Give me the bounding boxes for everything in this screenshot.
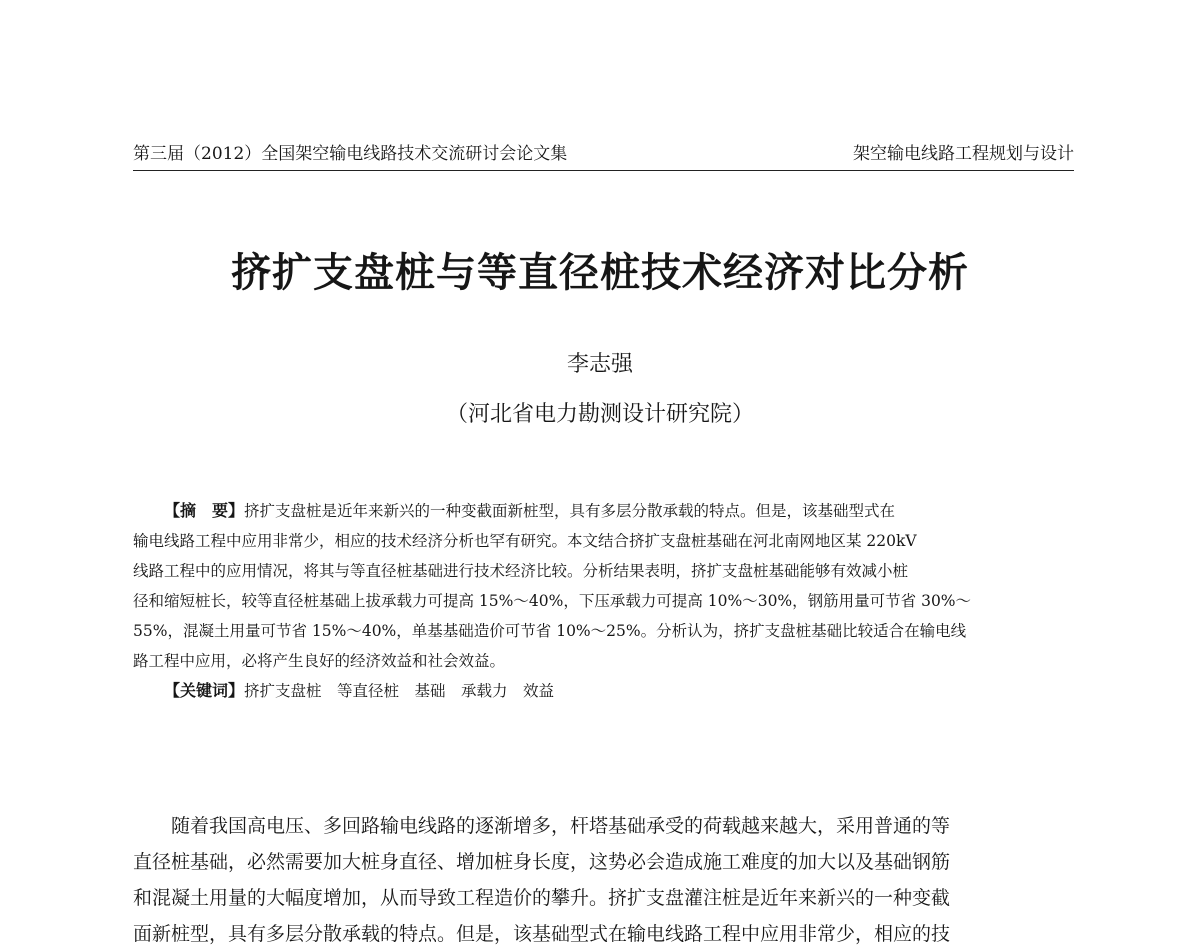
section-title: 架空输电线路工程规划与设计 <box>853 144 1074 164</box>
body-line: 和混凝土用量的大幅度增加，从而导致工程造价的攀升。挤扩支盘灌注桩是近年来新兴的一种变截 <box>133 887 951 909</box>
abstract <box>133 496 1073 706</box>
abstract-line: 线路工程中的应用情况，将其与等直径桩基础进行技术经济比较。分析结果表明，挤扩支盘桩基础能够有效减小桩 <box>133 562 909 580</box>
keywords-text: 挤扩支盘桩 等直径桩 基础 承载力 效益 <box>244 682 555 700</box>
body-line: 直径桩基础，必然需要加大桩身直径、增加桩身长度，这势必会造成施工难度的加大以及基础钢筋 <box>133 851 951 873</box>
body-line: 随着我国高电压、多回路输电线路的逐渐增多，杆塔基础承受的荷载越来越大，采用普通的等 <box>171 815 951 837</box>
proceedings-title: 第三届（2012）全国架空输电线路技术交流研讨会论文集 <box>133 144 568 164</box>
abstract-line <box>133 496 1073 526</box>
body-paragraph <box>133 808 1077 952</box>
abstract-line: 径和缩短桩长，较等直径桩基础上拔承载力可提高 15%～40%，下压承载力可提高 10%～30%，钢筋用量可节省 30%～ <box>133 592 972 610</box>
author-affiliation: （河北省电力勘测设计研究院） <box>445 402 754 427</box>
running-header <box>133 142 1074 171</box>
paper-title: 挤扩支盘桩与等直径桩技术经济对比分析 <box>231 250 969 296</box>
author-name: 李志强 <box>566 352 633 377</box>
keywords-line <box>133 676 1073 706</box>
body-line: 面新桩型，具有多层分散承载的特点。但是，该基础型式在输电线路工程中应用非常少，相应的技 <box>133 923 951 945</box>
abstract-line: 输电线路工程中应用非常少，相应的技术经济分析也罕有研究。本文结合挤扩支盘桩基础在河北南网地区某 220kV <box>133 532 917 550</box>
abstract-line: 路工程中应用，必将产生良好的经济效益和社会效益。 <box>133 652 506 670</box>
keywords-label: 【关键词】 <box>164 681 245 700</box>
abstract-line: 55%，混凝土用量可节省 15%～40%，单基基础造价可节省 10%～25%。分析认为，挤扩支盘桩基础比较适合在输电线 <box>133 622 967 640</box>
abstract-label: 【摘 要】 <box>164 501 245 520</box>
abstract-text: 挤扩支盘桩是近年来新兴的一种变截面新桩型，具有多层分散承载的特点。但是，该基础型式在 <box>244 502 896 520</box>
